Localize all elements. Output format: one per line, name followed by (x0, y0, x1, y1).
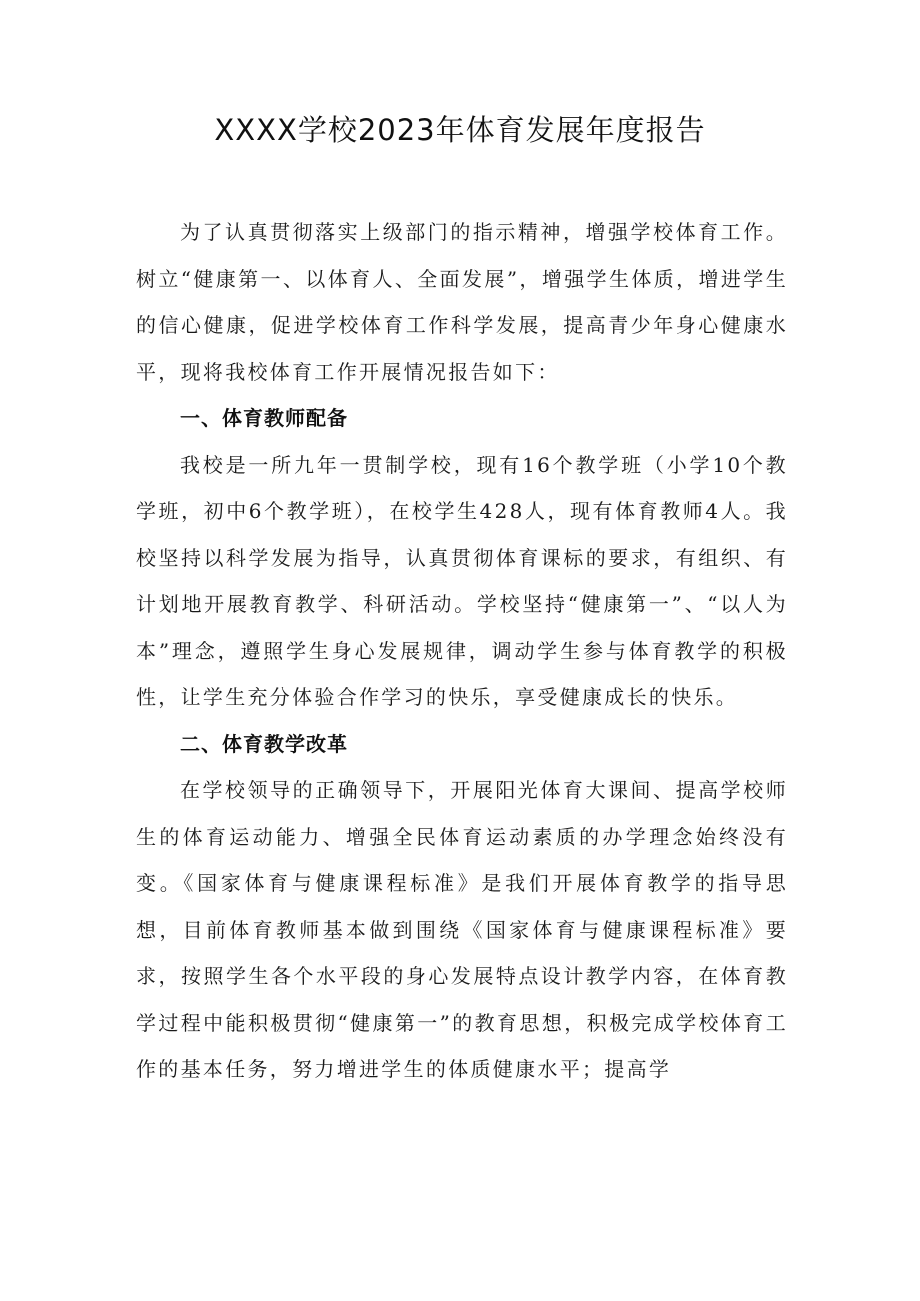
intro-paragraph: 为了认真贯彻落实上级部门的指示精神，增强学校体育工作。树立“健康第一、以体育人、全面发展”，增强学生体质，增进学生的信心健康，促进学校体育工作科学发展，提高青少年身心健康水平，现将我校体育工作开展情况报告如下： (136, 220, 788, 384)
section-heading-reform: 二、体育教学改革 (180, 731, 348, 756)
document-title: XXXX学校2023年体育发展年度报告 (214, 113, 706, 147)
section-paragraph-reform: 在学校领导的正确领导下，开展阳光体育大课间、提高学校师生的体育运动能力、增强全民体育运动素质的办学理念始终没有变。《国家体育与健康课程标准》是我们开展体育教学的指导思想，目前体育教师基本做到围绕《国家体育与健康课程标准》要求，按照学生各个水平段的身心发展特点设计教学内容，在体育教学过程中能积极贯彻“健康第一”的教育思想，积极完成学校体育工作的基本任务，努力增进学生的体质健康水平；提高学 (136, 778, 788, 1081)
section-heading-teachers: 一、体育教师配备 (180, 406, 348, 430)
document-body (136, 209, 788, 1093)
section-paragraph-teachers: 我校是一所九年一贯制学校，现有16个教学班（小学10个教学班，初中6个教学班），在校学生428人，现有体育教师4人。我校坚持以科学发展为指导，认真贯彻体育课标的要求，有组织、有计划地开展教育教学、科研活动。学校坚持“健康第一”、“以人为本”理念，遵照学生身心发展规律，调动学生参与体育教学的积极性，让学生充分体验合作学习的快乐，享受健康成长的快乐。 (136, 452, 788, 709)
